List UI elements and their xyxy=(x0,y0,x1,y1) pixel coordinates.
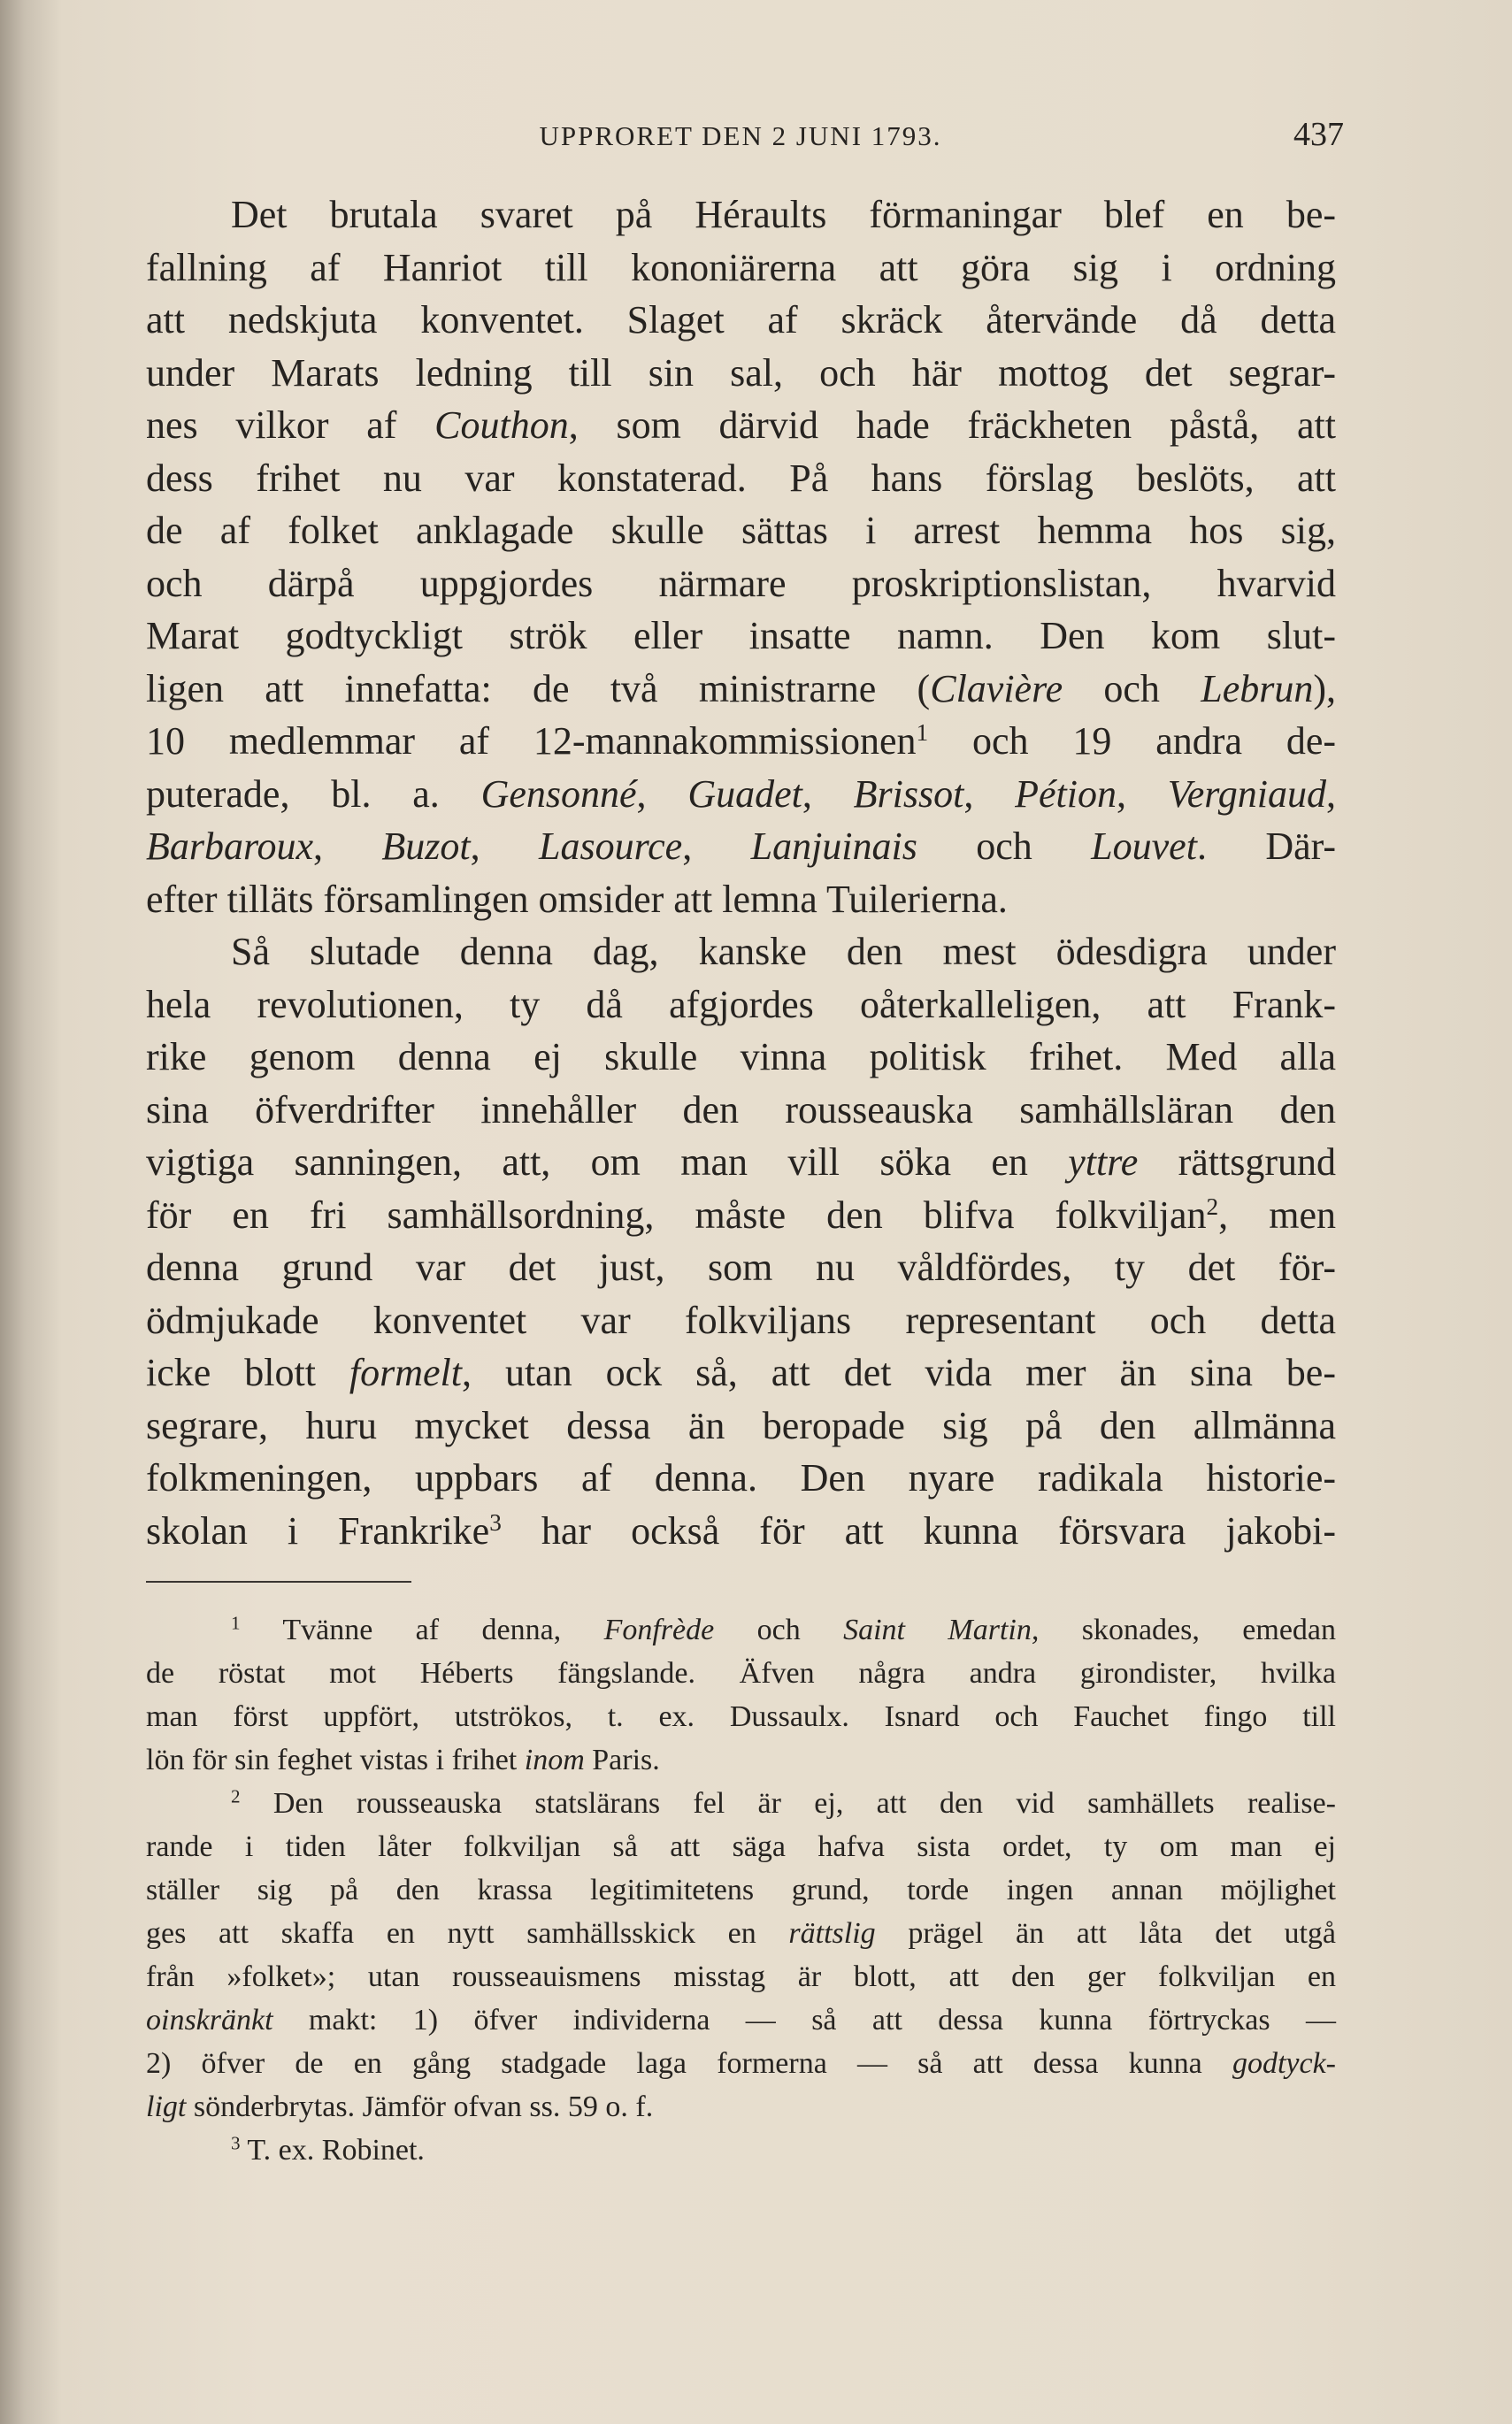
footnote-ref-3: 3 xyxy=(489,1508,502,1536)
footnote-2: $^2$ Den rousseauska statslärans fel är ej, att den vid samhällets realise- xyxy=(231,1785,1336,1820)
body-text: Det brutala svaret på Héraults förmaningar blef en be- fallning af Hanriot till kononiärerna att göra sig i ordning att nedskjuta konventet. Slaget af skräck återvände då detta under Marats ledning till sin sal, och här mottog det segrar- nes vilkor af Couthon, som därvid hade fräckheten påstå, att dess frihet nu var konstaterad. På hans förslag beslöts, att de af folket anklagade skulle sättas i arrest hemma hos sig, och därpå uppgjordes närmare proskriptionslistan, hvarvid Marat godtyckligt strök eller insatte namn. Den kom slut- ligen att innefatta: de två ministrarne (Clavière och Lebrun), 10 medlemmar af 12-mannakommissionen$^1$ och 19 andra de- puterade, bl. a. Gensonné, Guadet, Brissot, Pétion, Vergniaud, Barbaroux, Buzot, Lasource, Lanjuinais och Louvet. Där- efter tilläts församlingen omsider att lemna Tuilerierna. Så slutade denna dag, kanske den mest ödesdigra under hela revolutionen, ty då afgjordes oåterkalleligen, att Frank- rike genom denna ej skulle vinna politisk frihet. Med alla sina öfverdrifter innehåller den rousseauska samhällsläran den vigtiga sanningen, att, om man vill söka en yttre rättsgrund för en fri samhällsordning, måste den blifva folkviljan$^2$, men denna grund var det just, som nu våldfördes, ty det för- ödmjukade konventet var folkviljans representant och detta icke blott formelt, utan ock så, att det vida mer än sina be- segrare, huru mycket dessa än beropade sig på den allmänna folkmeningen, uppbars af denna. Den nyare radikala historie- skolan i Frankrike$^3$ har också för att kunna försvara jakobi- xyxy=(146,188,1336,1557)
footnote-3: $^3$ T. ex. Robinet. xyxy=(231,2132,425,2167)
footnote-1: $^1$ Tvänne af denna, Fonfrède och Saint Martin, skonades, emedan xyxy=(231,1612,1336,1646)
footnotes: $^1$ Tvänne af denna, Fonfrède och Saint Martin, skonades, emedan de röstat mot Héberts fängslande. Äfven några andra girondister, hvilka man först uppfört, utströkos, t. ex. Dussaulx. Isnard och Fauchet fingo till lön för sin feghet vistas i frihet inom Paris. $^2$ Den rousseauska statslärans fel är ej, att den vid samhällets realise- rande i tiden låter folkviljan så att säga hafva sista ordet, ty om man ej ställer sig på den krassa legitimitetens grund, torde ingen annan möjlighet ges att skaffa en nytt samhällsskick en rättslig prägel än att låta det utgå från »folket»; utan rousseauismens misstag är blott, att den ger folkviljan en oinskränkt makt: 1) öfver individerna — så att dessa kunna förtryckas — 2) öfver de en gång stadgade laga formerna — så att dessa kunna godtyck- ligt sönderbrytas. Jämför ofvan ss. 59 o. f. $^3$ T. ex. Robinet. xyxy=(146,1608,1336,2172)
running-title: UPPRORET DEN 2 JUNI 1793. xyxy=(539,120,942,151)
footnote-ref-1: 1 xyxy=(916,719,929,746)
footnote-ref-2: 2 xyxy=(1206,1193,1219,1220)
page-number: 437 xyxy=(1293,116,1344,153)
footnote-rule xyxy=(146,1581,411,1583)
paragraph-1: Det brutala svaret på Héraults förmaningar blef en be- xyxy=(231,193,1336,236)
page-header xyxy=(146,113,1344,157)
paragraph-2: Så slutade denna dag, kanske den mest ödesdigra under xyxy=(231,930,1336,973)
